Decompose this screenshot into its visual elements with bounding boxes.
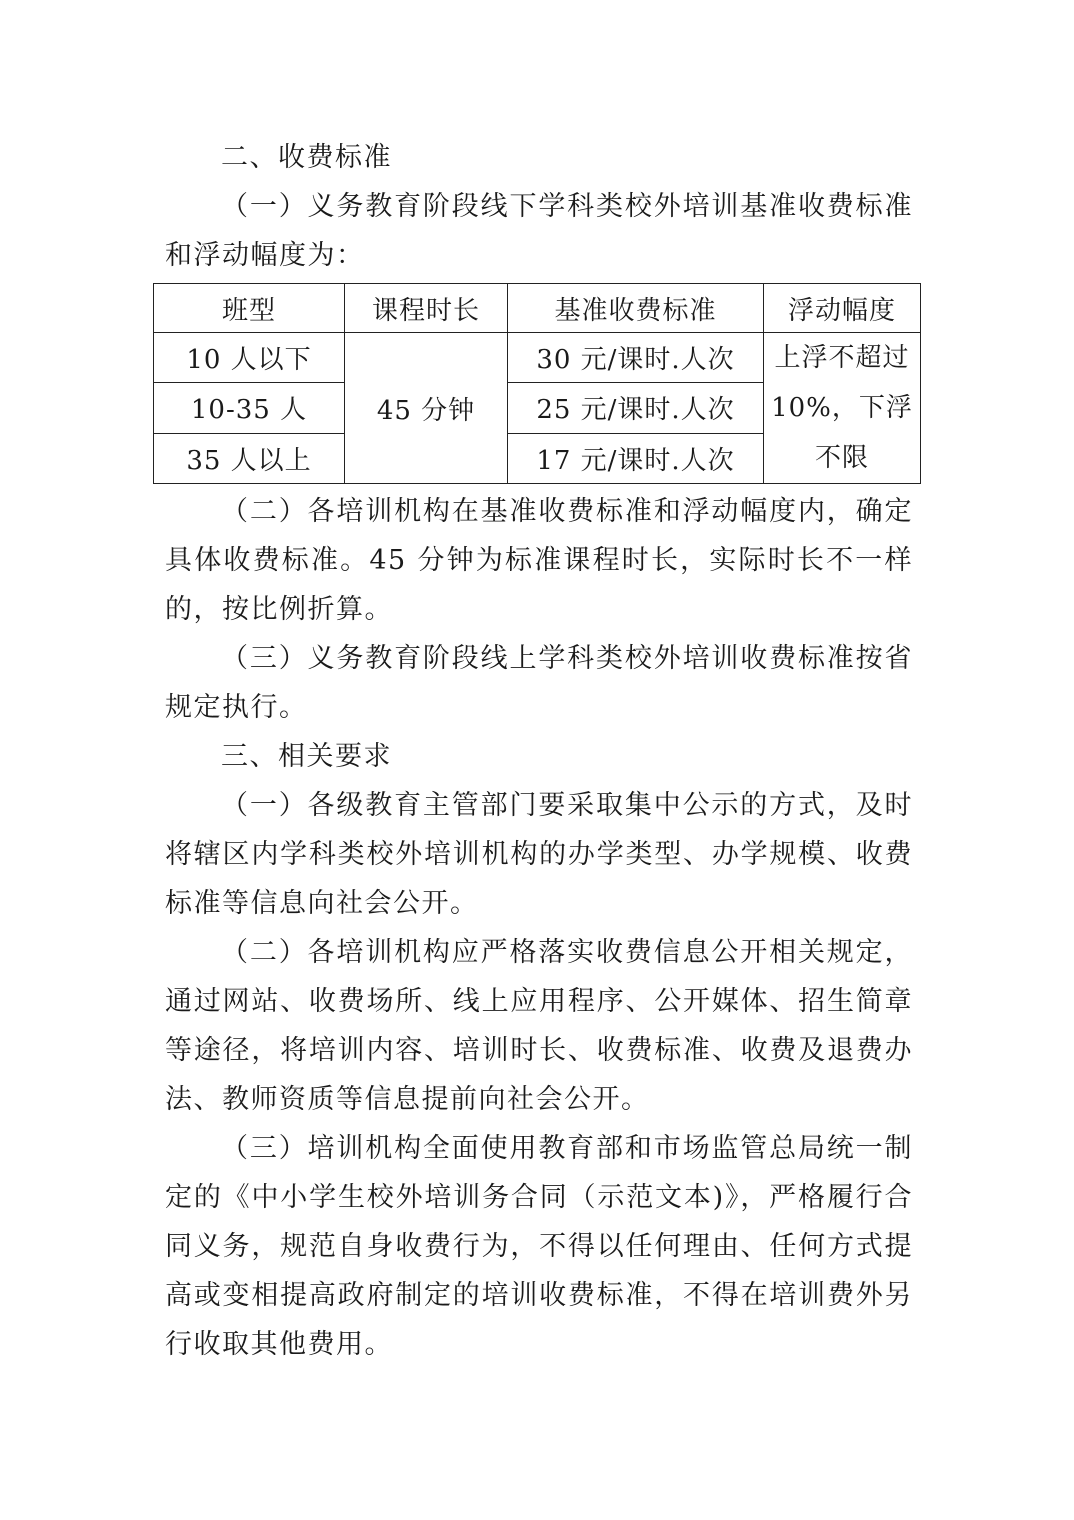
cell-float-range: 上浮不超过 10%，下浮不限: [764, 333, 921, 484]
paragraph-contract-requirements: （三）培训机构全面使用教育部和市场监管总局统一制定的《中小学生校外培训务合同（示范文本)》，严格履行合同义务，规范自身收费行为，不得以任何理由、任何方式提高或变相提高政府制定的培训收费标准，不得在培训费外另行收取其他费用。: [165, 1133, 913, 1360]
cell-class-type: 10-35 人: [154, 383, 345, 433]
header-float-range: 浮动幅度: [764, 284, 921, 333]
section-heading-requirements: 三、相关要求: [221, 741, 392, 772]
header-base-fee: 基准收费标准: [508, 284, 764, 333]
header-course-duration: 课程时长: [345, 284, 508, 333]
document-page: [165, 133, 913, 1369]
cell-fee: 25 元/课时.人次: [508, 383, 764, 433]
paragraph-offline-fee-intro: （一）义务教育阶段线下学科类校外培训基准收费标准和浮动幅度为：: [165, 191, 913, 271]
cell-fee: 17 元/课时.人次: [508, 433, 764, 483]
paragraph-institution-disclosure: （二）各培训机构应严格落实收费信息公开相关规定，通过网站、收费场所、线上应用程序、公开媒体、招生简章等途径，将培训内容、培训时长、收费标准、收费及退费办法、教师资质等信息提前向社会公开。: [165, 937, 913, 1115]
cell-duration: 45 分钟: [345, 333, 508, 484]
paragraph-online-fee: （三）义务教育阶段线上学科类校外培训收费标准按省规定执行。: [165, 643, 913, 723]
section-heading-fee-standard: 二、收费标准: [221, 142, 392, 173]
table-header-row: [154, 284, 921, 333]
header-class-type: 班型: [154, 284, 345, 333]
paragraph-public-disclosure: （一）各级教育主管部门要采取集中公示的方式，及时将辖区内学科类校外培训机构的办学类型、办学规模、收费标准等信息向社会公开。: [165, 790, 913, 919]
paragraph-fee-determination: （二）各培训机构在基准收费标准和浮动幅度内，确定具体收费标准。45 分钟为标准课程时长，实际时长不一样的，按比例折算。: [165, 496, 913, 625]
table-row: [154, 333, 921, 383]
fee-standard-table: [153, 283, 921, 484]
cell-class-type: 10 人以下: [154, 333, 345, 383]
cell-fee: 30 元/课时.人次: [508, 333, 764, 383]
cell-class-type: 35 人以上: [154, 433, 345, 483]
